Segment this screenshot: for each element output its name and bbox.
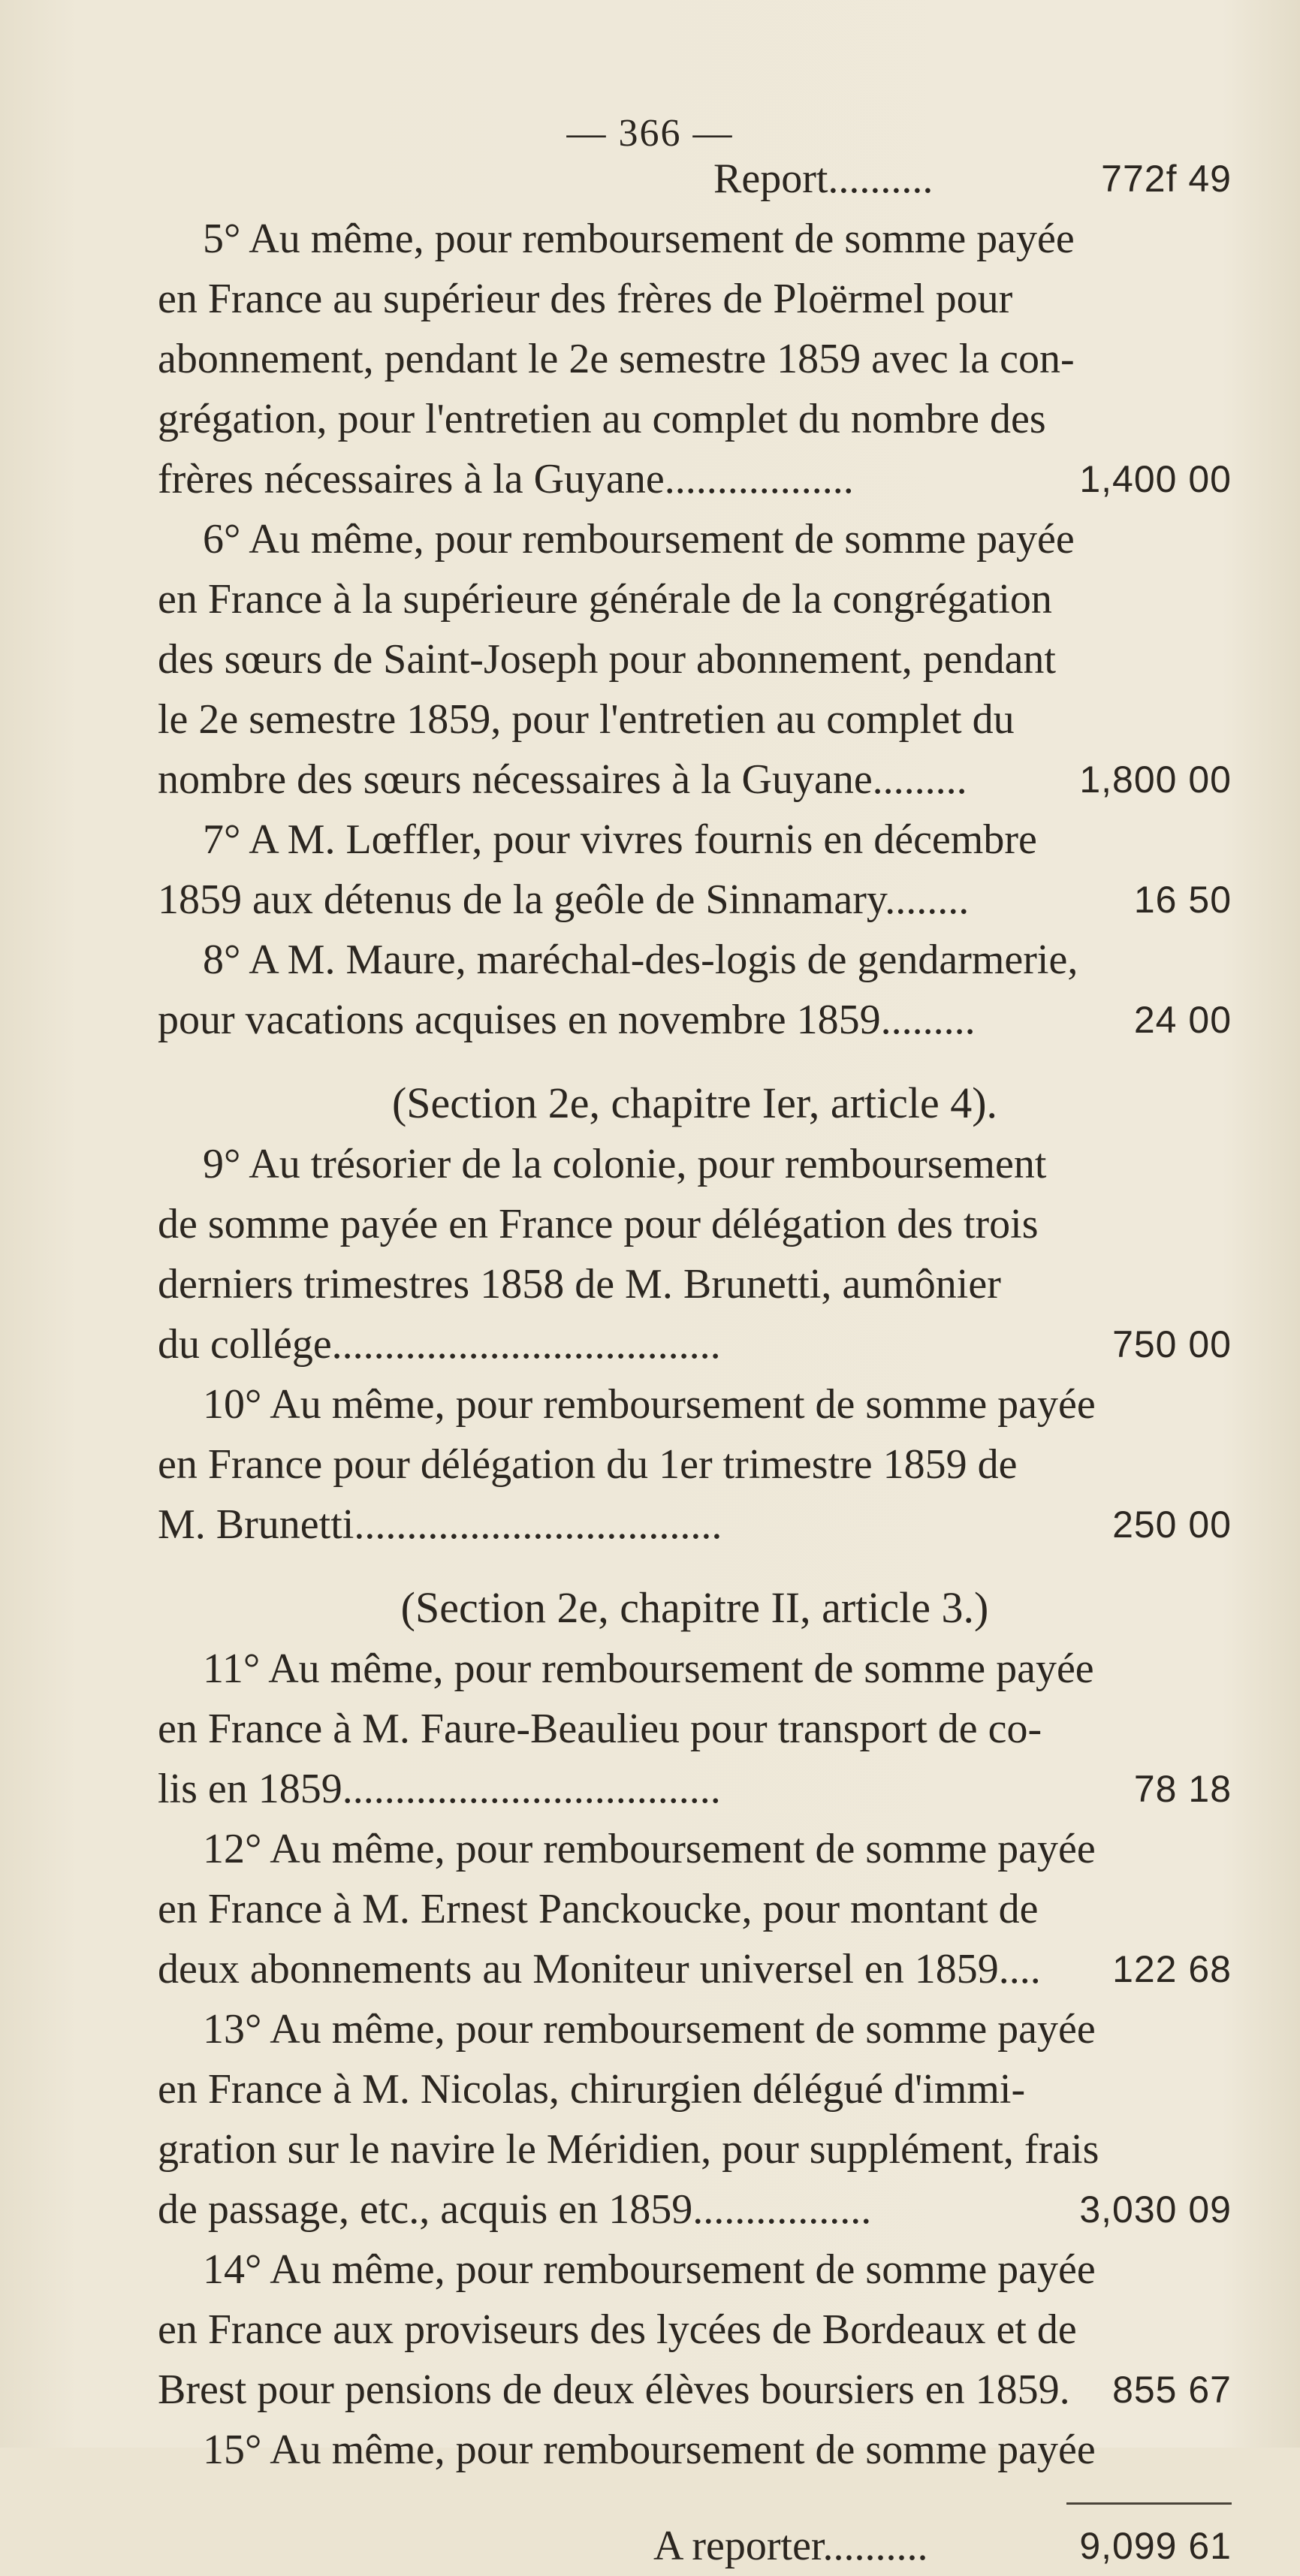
entry-line <box>158 2059 1232 2119</box>
entry-text: en France au supérieur des frères de Ploërmel pour <box>158 276 1013 322</box>
entry-text: 7° A M. Lœffler, pour vivres fournis en décembre <box>203 816 1037 863</box>
entry-text: 13° Au même, pour remboursement de somme payée <box>203 2006 1096 2053</box>
entry-line <box>158 1699 1232 1759</box>
entry-text: en France pour délégation du 1er trimestre 1859 de <box>158 1441 1018 1488</box>
entry-text: 1859 aux détenus de la geôle de Sinnamary........ <box>158 876 970 923</box>
entry-line <box>158 449 1232 509</box>
entry-line <box>158 1999 1232 2059</box>
entry-line <box>158 2119 1232 2179</box>
entry-9 <box>158 1134 1232 1374</box>
total-label: A reporter.......... <box>653 2523 928 2569</box>
entry-text: du collége..................................... <box>158 1321 721 1368</box>
entry-text: 5° Au même, pour remboursement de somme payée <box>203 216 1075 262</box>
entry-line <box>158 209 1232 269</box>
entry-text: gration sur le navire le Méridien, pour supplément, frais <box>158 2126 1099 2173</box>
entry-line <box>158 1194 1232 1254</box>
entry-8 <box>158 930 1232 1050</box>
entry-amount: 1,800 00 <box>1079 759 1232 801</box>
entry-line <box>158 930 1232 990</box>
entry-text: de passage, etc., acquis en 1859................. <box>158 2186 872 2233</box>
entry-text: 12° Au même, pour remboursement de somme payée <box>203 1826 1096 1872</box>
entry-12 <box>158 1819 1232 1999</box>
entry-line <box>158 990 1232 1050</box>
entry-text: abonnement, pendant le 2e semestre 1859 avec la con- <box>158 336 1075 382</box>
entry-amount: 24 00 <box>1133 999 1232 1041</box>
entry-text: en France à M. Faure-Beaulieu pour transport de co- <box>158 1706 1042 1752</box>
entry-text: 8° A M. Maure, maréchal-des-logis de gendarmerie, <box>203 937 1078 983</box>
entry-7 <box>158 810 1232 930</box>
section-heading: (Section 2e, chapitre Ier, article 4). <box>391 1078 998 1127</box>
entry-amount: 122 68 <box>1112 1948 1232 1990</box>
entry-line <box>158 1134 1232 1194</box>
entry-text: 10° Au même, pour remboursement de somme payée <box>203 1381 1096 1428</box>
entry-line <box>158 1314 1232 1374</box>
entry-15 <box>158 2420 1232 2480</box>
entry-line <box>158 1495 1232 1555</box>
entry-14 <box>158 2240 1232 2420</box>
entry-text: deux abonnements au Moniteur universel en 1859.... <box>158 1946 1041 1992</box>
entry-text: en France aux proviseurs des lycées de Bordeaux et de <box>158 2306 1077 2353</box>
entry-line <box>158 870 1232 930</box>
entry-10 <box>158 1374 1232 1555</box>
entry-amount: 78 18 <box>1133 1768 1232 1810</box>
entry-text: nombre des sœurs nécessaires à la Guyane......... <box>158 756 967 803</box>
entry-line <box>158 1879 1232 1939</box>
entry-text: frères nécessaires à la Guyane.................. <box>158 456 854 502</box>
entry-text: en France à M. Nicolas, chirurgien délégué d'immi- <box>158 2066 1026 2113</box>
entry-text: grégation, pour l'entretien au complet du nombre des <box>158 396 1046 442</box>
entry-text: 6° Au même, pour remboursement de somme payée <box>203 516 1075 563</box>
total-amount: 9,099 61 <box>1079 2525 1232 2567</box>
entry-line <box>158 1254 1232 1314</box>
entry-line <box>158 810 1232 870</box>
entry-line <box>158 1374 1232 1434</box>
entry-line <box>158 2179 1232 2240</box>
entry-line <box>158 329 1232 389</box>
entry-text: lis en 1859.................................... <box>158 1766 721 1812</box>
entry-line <box>158 1434 1232 1495</box>
entry-line <box>158 1759 1232 1819</box>
entry-text: 11° Au même, pour remboursement de somme payée <box>203 1645 1094 1692</box>
entry-amount: 16 50 <box>1133 879 1232 921</box>
entry-amount: 1,400 00 <box>1079 458 1232 500</box>
page-number: — 366 — <box>566 112 734 155</box>
entry-line <box>158 629 1232 689</box>
entry-line <box>158 2420 1232 2480</box>
entry-text: derniers trimestres 1858 de M. Brunetti, aumônier <box>158 1261 1001 1308</box>
entry-text: des sœurs de Saint-Joseph pour abonnement, pendant <box>158 636 1056 683</box>
entry-line <box>158 689 1232 750</box>
total-rule <box>158 2480 1232 2516</box>
entry-amount: 3,030 09 <box>1079 2188 1232 2231</box>
page-content <box>158 149 1232 2576</box>
entry-line <box>158 1639 1232 1699</box>
entry-line <box>158 269 1232 329</box>
total-line <box>158 2516 1232 2576</box>
entry-text: Brest pour pensions de deux élèves boursiers en 1859. <box>158 2366 1070 2413</box>
entry-line <box>158 2300 1232 2360</box>
entry-text: pour vacations acquises en novembre 1859......... <box>158 997 976 1043</box>
entry-text: en France à la supérieure générale de la congrégation <box>158 576 1052 623</box>
entry-line <box>158 1939 1232 1999</box>
entry-5 <box>158 209 1232 509</box>
entry-line <box>158 509 1232 569</box>
entry-text: 14° Au même, pour remboursement de somme payée <box>203 2246 1096 2293</box>
entry-text: le 2e semestre 1859, pour l'entretien au complet du <box>158 696 1015 743</box>
entry-6 <box>158 509 1232 810</box>
entry-11 <box>158 1639 1232 1819</box>
entry-line <box>158 2240 1232 2300</box>
entry-text: en France à M. Ernest Panckoucke, pour montant de <box>158 1886 1039 1932</box>
report-amount: 772f 49 <box>1101 158 1232 200</box>
entry-line <box>158 2360 1232 2420</box>
entry-line <box>158 1819 1232 1879</box>
entry-text: M. Brunetti................................... <box>158 1501 722 1548</box>
entry-amount: 750 00 <box>1112 1323 1232 1365</box>
entry-13 <box>158 1999 1232 2240</box>
entry-line <box>158 389 1232 449</box>
entry-text: 15° Au même, pour remboursement de somme payée <box>203 2427 1096 2473</box>
entry-text: de somme payée en France pour délégation des trois <box>158 1201 1039 1247</box>
entry-line <box>158 569 1232 629</box>
entry-amount: 250 00 <box>1112 1504 1232 1546</box>
entry-text: 9° Au trésorier de la colonie, pour remboursement <box>203 1141 1047 1187</box>
report-line <box>158 149 1232 209</box>
report-label: Report.......... <box>713 155 934 202</box>
entry-amount: 855 67 <box>1112 2369 1232 2411</box>
entry-line <box>158 750 1232 810</box>
section-heading: (Section 2e, chapitre II, article 3.) <box>400 1583 989 1632</box>
